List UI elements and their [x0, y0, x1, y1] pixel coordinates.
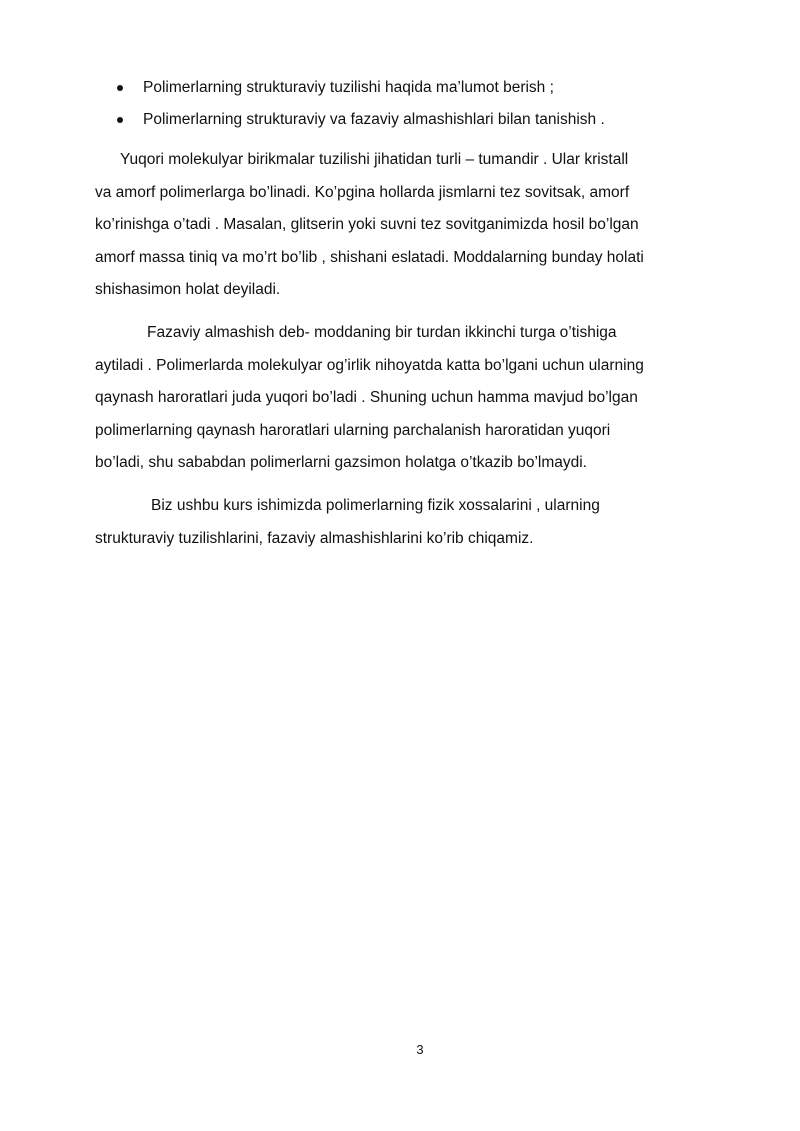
text-line: bo’ladi, shu sababdan polimerlarni gazsimon holatga o’tkazib bo’lmaydi. — [95, 454, 587, 472]
list-item-text: Polimerlarning strukturaviy va fazaviy almashishlari bilan tanishish . — [143, 111, 605, 128]
text-line: shishasimon holat deyiladi. — [95, 281, 281, 299]
bullet-icon — [117, 85, 123, 91]
text-line: amorf massa tiniq va mo’rt bo’lib , shishani eslatadi. Moddalarning bunday holati — [95, 248, 644, 266]
bullet-icon — [117, 117, 123, 123]
text-line: polimerlarning qaynash haroratlari ularning parchalanish haroratidan yuqori — [95, 421, 611, 439]
page-content — [95, 74, 750, 555]
text-line: qaynash haroratlari juda yuqori bo’ladi . Shuning uchun hamma mavjud bo’lgan — [95, 389, 638, 407]
text-line: strukturaviy tuzilishlarini, fazaviy almashishlarini ko’rib chiqamiz. — [95, 529, 534, 547]
text-line: aytiladi . Polimerlarda molekulyar og’irlik nihoyatda katta bo’lgani uchun ularning — [95, 356, 644, 374]
objectives-list — [95, 74, 750, 134]
paragraph-course-work-summary — [95, 490, 750, 555]
text-line: Biz ushbu kurs ishimizda polimerlarning fizik xossalarini , ularning — [151, 496, 600, 514]
paragraph-polymer-structure — [95, 144, 750, 307]
text-line: va amorf polimerlarga bo’linadi. Ko’pgina hollarda jismlarni tez sovitsak, amorf — [95, 183, 630, 201]
list-item-text: Polimerlarning strukturaviy tuzilishi haqida ma’lumot berish ; — [143, 79, 554, 96]
page-number: 3 — [416, 1042, 424, 1057]
text-line: Fazaviy almashish deb- moddaning bir turdan ikkinchi turga o’tishiga — [147, 323, 617, 341]
list-item — [95, 74, 750, 102]
text-line: ko’rinishga o’tadi . Masalan, glitserin yoki suvni tez sovitganimizda hosil bo’lgan — [95, 216, 639, 234]
list-item — [95, 106, 750, 134]
paragraph-phase-transition — [95, 317, 750, 480]
text-line: Yuqori molekulyar birikmalar tuzilishi jihatidan turli – tumandir . Ular kristall — [120, 151, 629, 168]
